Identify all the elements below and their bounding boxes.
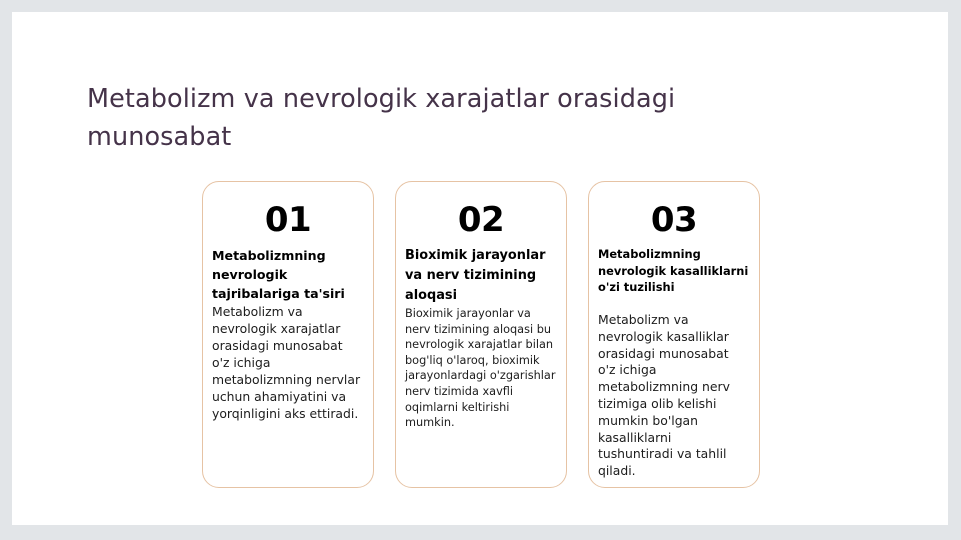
card-content [405, 246, 557, 431]
card-heading: Metabolizmning nevrologik tajribalariga ta'siri [212, 248, 345, 301]
card-description: Metabolizm va nevrologik xarajatlar orasidagi munosabat o'z ichiga metabolizmning nervlar uchun ahamiyatini va yorqinligini aks ettiradi. [212, 304, 361, 421]
cards-row [202, 181, 772, 489]
card-description: Metabolizm va nevrologik kasalliklar orasidagi munosabat o'z ichiga metabolizmning nerv tizimiga olib kelishi mumkin bo'lgan kasalliklarni tushuntiradi va tahlil qiladi. [598, 312, 730, 479]
card-heading: Metabolizmning nevrologik kasalliklarni o'zi tuzilishi [598, 247, 749, 294]
page-title: Metabolizm va nevrologik xarajatlar orasidagi munosabat [87, 84, 676, 152]
card-description: Bioximik jarayonlar va nerv tizimining aloqasi bu nevrologik xarajatlar bilan bog'liq o'laroq, bioximik jarayonlardagi o'zgarishlar nerv tizimida xavfli oqimlarni keltirishi mumkin. [405, 307, 556, 430]
slide-canvas [12, 12, 948, 525]
card-number: 02 [457, 200, 505, 240]
card-number: 01 [264, 200, 312, 240]
card-heading: Bioximik jarayonlar va nerv tizimining aloqasi [405, 248, 546, 303]
info-card-02[interactable] [395, 181, 567, 488]
info-card-01[interactable] [202, 181, 374, 488]
card-content [598, 246, 750, 480]
card-number: 03 [650, 200, 698, 240]
card-content [212, 246, 364, 422]
info-card-03[interactable] [588, 181, 760, 488]
